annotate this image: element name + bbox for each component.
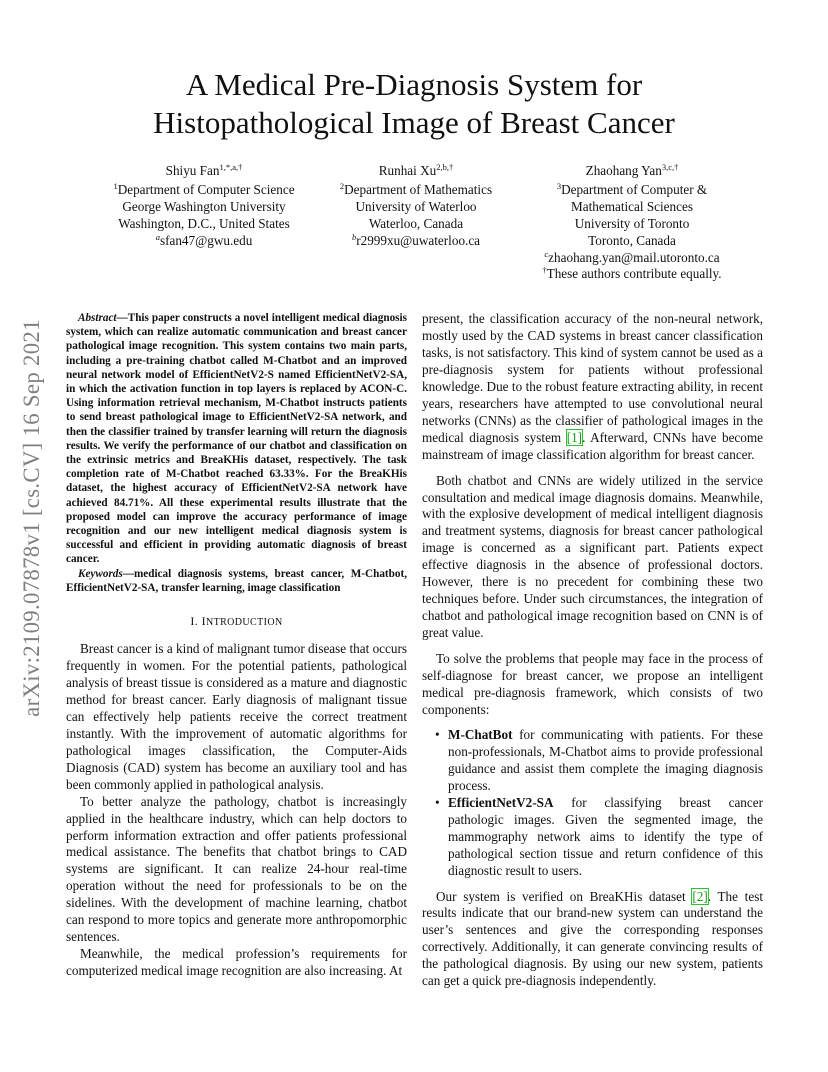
author-affiliation: Mathematical Sciences: [571, 198, 693, 214]
body-paragraph: To better analyze the pathology, chatbot is increasingly applied in the healthcare industry, which can help doctors to perform information extraction and offer patients professional medical assistance. The benefits that chatbot brings to CAD systems are significant. It can realize 24-hour real-time operation without the need for professionals to be on the sidelines. With the development of machine learning, chatbot can respond to more topics and generate more anthropomorphic sentences.: [66, 793, 407, 945]
author-affiliation: $^3$Department of Computer &: [556, 180, 708, 197]
list-item: • EfficientNetV2-SA for classifying breast cancer pathologic images. Given the segmented image, the mammography network aims to identify the type of pathological section tissue and return confidence of this diagnostic result to users.: [448, 795, 763, 880]
body-paragraph: Our system is verified on BreaKHis dataset [2]. The test results indicate that our brand-new system can understand the user’s sentences and give the corresponding responses correctively. Additionally, it can generate convincing results of the pathological diagnosis. By using our new system, patients can get a quick pre-diagnosis independently.: [422, 888, 763, 989]
abstract-block: [66, 311, 407, 595]
author-affiliation: Toronto, Canada: [588, 232, 676, 248]
title-line-2: Histopathological Image of Breast Cancer: [153, 105, 675, 140]
paper-title: [80, 66, 748, 142]
author-email: $^b$r2999xu@uwaterloo.ca: [351, 231, 481, 248]
author-affiliation: University of Toronto: [574, 215, 690, 231]
author-block-3: [518, 163, 746, 283]
body-paragraph: Breast cancer is a kind of malignant tumor disease that occurs frequently in women. For the potential patients, pathological analysis of breast tissue is considered as a mature and diagnostic method for breast cancer. Early diagnosis of malignant tissue can effectively help patients receive the correct treatment instantly. With the improvement of automatic algorithms for pathological images classification, the Computer-Aids Diagnosis (CAD) system has become an auxiliary tool and has been commonly applied in pathological analysis.: [66, 641, 407, 792]
citation-link[interactable]: [2]: [692, 888, 708, 904]
section-heading-introduction: I. INTRODUCTION: [190, 614, 283, 629]
arxiv-id-text: arXiv:2109.07878v1 [cs.CV] 16 Sep 2021: [19, 319, 44, 717]
author-block-2: [318, 163, 514, 250]
abstract-paragraph: Abstract—This paper constructs a novel intelligent medical diagnosis system, which can realize automatic communication and breast cancer pathological image recognition. This system contains two main parts, including a pre-training chatbot called M-Chatbot and an improved neural network model of EfficientNetV2-S named EfficientNetV2-SA, in which the activation function in top layers is replaced by ACON-C. Using information retrieval mechanism, M-Chatbot instructs patients to send breast pathological image to EfficientNetV2-SA network, and then the classifier trained by transfer learning will return the diagnosis results. We verify the performance of our chatbot and classification on the extrinsic metrics and BreaKHis dataset, respectively. The task completion rate of M-Chatbot reached 63.33%. For the BreaKHis dataset, the highest accuracy of EfficientNetV2-SA network have achieved 84.71%. All these experimental results illustrate that the proposed model can improve the accuracy performance of image recognition and our new intelligent medical diagnosis system is successful and efficient in providing automatic diagnosis of breast cancer.: [66, 312, 407, 566]
author-affiliation: George Washington University: [122, 198, 286, 214]
author-name: Shiyu Fan$^{1,*,a,\dagger}$: [165, 162, 243, 178]
author-email: $^a$sfan47@gwu.edu: [155, 231, 253, 248]
author-affiliation: $^1$Department of Computer Science: [113, 180, 295, 197]
left-column: [66, 311, 407, 980]
author-block-1: [94, 163, 314, 250]
author-affiliation: Washington, D.C., United States: [118, 215, 290, 231]
body-paragraph: Meanwhile, the medical profession’s requirements for computerized medical image recognition are also increasing. At: [66, 946, 407, 979]
component-list: [422, 727, 763, 880]
author-name: Zhaohang Yan$^{3,c,\dagger}$: [585, 162, 679, 178]
equal-contribution-note: †These authors contribute equally.: [542, 265, 722, 282]
arxiv-identifier-stamp: [14, 266, 50, 770]
citation-link[interactable]: [1]: [566, 429, 583, 445]
author-affiliation: Waterloo, Canada: [368, 215, 464, 231]
body-paragraph: present, the classification accuracy of the non-neural network, mostly used by the CAD systems in breast cancer classification tasks, is not satisfactory. This kind of system cannot be used as a pre-diagnosis system for patients without professional knowledge. Due to the robust feature extracting ability, in recent years, researchers have attempted to use convolutional neural networks (CNNs) as the classifier of pathological images in the medical diagnosis system [1]. Afterward, CNNs have become mainstream of image classification algorithm for breast cancer.: [422, 311, 763, 462]
author-affiliation: $^2$Department of Mathematics: [339, 180, 493, 197]
body-paragraph: To solve the problems that people may face in the process of self-diagnose for breast cancer, we propose an intelligent medical pre-diagnosis framework, which consists of two components:: [422, 651, 763, 717]
list-item: • M-ChatBot for communicating with patients. For these non-professionals, M-Chatbot aims to provide professional guidance and assist them complete the imaging diagnosis process.: [448, 727, 763, 795]
author-affiliation: University of Waterloo: [355, 198, 477, 214]
keywords-paragraph: Keywords—medical diagnosis systems, breast cancer, M-Chatbot, EfficientNetV2-SA, transfer learning, image classification: [66, 567, 407, 594]
author-email: $^c$zhaohang.yan@mail.utoronto.ca: [544, 248, 720, 265]
author-name: Runhai $Xu^{2,b,\dagger}$: [378, 162, 454, 178]
title-line-1: A Medical Pre-Diagnosis System for: [185, 67, 643, 102]
body-paragraph: Both chatbot and CNNs are widely utilized in the service consultation and medical image diagnosis domains. Meanwhile, with the explosive development of medical intelligent diagnosis and treatment systems, diagnosis for breast cancer pathological image is concerned as a significant part. Patients expect effective diagnosis in the absence of professional doctors. However, there is no precedent for combining these two techniques before. Under such circumstances, the integration of chatbot and pathological image recognition based on CNN is of great value.: [422, 472, 763, 641]
right-column: [422, 311, 763, 990]
